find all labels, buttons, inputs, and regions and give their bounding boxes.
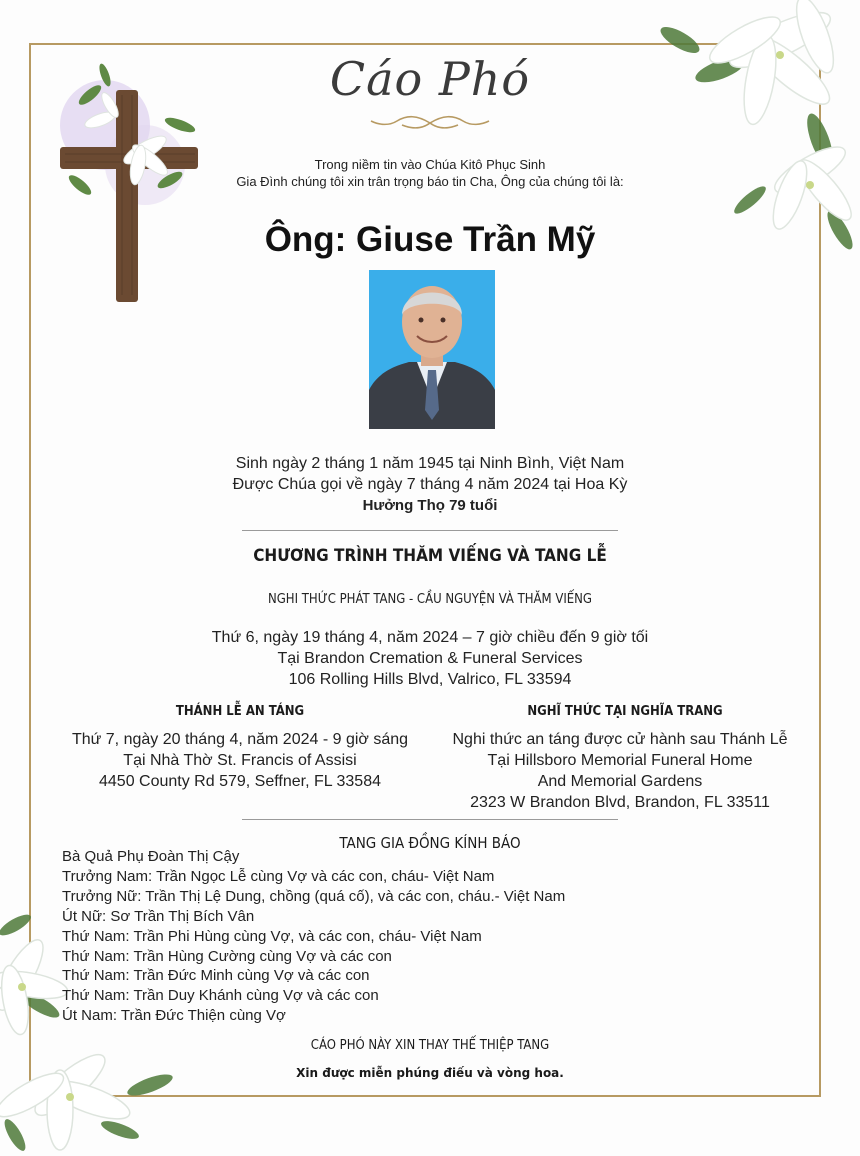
intro-line-2: Gia Đình chúng tôi xin trân trọng báo tin Cha, Ông của chúng tôi là: bbox=[236, 174, 624, 189]
cemetery-line-3: And Memorial Gardens bbox=[537, 773, 703, 790]
deceased-name: Ông: Giuse Trần Mỹ bbox=[264, 220, 596, 259]
portrait-photo bbox=[369, 270, 495, 429]
family-member: Trưởng Nam: Trần Ngọc Lễ cùng Vợ và các con, cháu- Việt Nam bbox=[62, 867, 495, 885]
closing-line-1: CÁO PHÓ NÀY XIN THAY THẾ THIỆP TANG bbox=[310, 1038, 550, 1053]
family-member: Út Nam: Trần Đức Thiện cùng Vợ bbox=[62, 1007, 286, 1025]
closing-line-2: Xin được miễn phúng điếu và vòng hoa. bbox=[296, 1066, 564, 1080]
divider bbox=[242, 819, 618, 820]
page-title: Cáo Phó bbox=[329, 52, 531, 106]
cemetery-heading: NGHĨ THỨC TẠI NGHĨA TRANG bbox=[527, 704, 723, 719]
cemetery-line-2: Tại Hillsboro Memorial Funeral Home bbox=[487, 752, 753, 769]
age-info: Hưởng Thọ 79 tuổi bbox=[362, 497, 498, 514]
divider bbox=[242, 530, 618, 531]
family-members-list bbox=[62, 847, 662, 1026]
birth-info: Sinh ngày 2 tháng 1 năm 1945 tại Ninh Bình, Việt Nam bbox=[235, 455, 625, 472]
family-member: Thứ Nam: Trần Đức Minh cùng Vợ và các con bbox=[62, 967, 370, 985]
visitation-address: 106 Rolling Hills Blvd, Valrico, FL 33594 bbox=[288, 671, 572, 688]
family-member: Út Nữ: Sơ Trần Thị Bích Vân bbox=[62, 907, 255, 925]
visitation-heading: NGHI THỨC PHÁT TANG - CẦU NGUYỆN VÀ THĂM VIẾNG bbox=[268, 592, 592, 607]
family-member: Thứ Nam: Trần Phi Hùng cùng Vợ, và các con, cháu- Việt Nam bbox=[62, 927, 482, 945]
visitation-place: Tại Brandon Cremation & Funeral Services bbox=[277, 650, 583, 667]
program-heading: CHƯƠNG TRÌNH THĂM VIẾNG VÀ TANG LỄ bbox=[253, 546, 607, 566]
intro-line-1: Trong niềm tin vào Chúa Kitô Phục Sinh bbox=[314, 157, 546, 172]
portrait-icon bbox=[369, 270, 495, 429]
family-member: Bà Quả Phụ Đoàn Thị Cậy bbox=[62, 848, 240, 865]
mass-time: Thứ 7, ngày 20 tháng 4, năm 2024 - 9 giờ sáng bbox=[71, 731, 409, 748]
cemetery-address: 2323 W Brandon Blvd, Brandon, FL 33511 bbox=[470, 794, 770, 811]
family-member: Thứ Nam: Trần Hùng Cường cùng Vợ và các con bbox=[62, 947, 392, 965]
death-info: Được Chúa gọi về ngày 7 tháng 4 năm 2024 tại Hoa Kỳ bbox=[232, 476, 628, 493]
family-heading: TANG GIA ĐỒNG KÍNH BÁO bbox=[339, 834, 521, 852]
mass-address: 4450 County Rd 579, Seffner, FL 33584 bbox=[99, 773, 381, 790]
ornament-divider-icon bbox=[367, 115, 493, 131]
family-member: Trưởng Nữ: Trần Thị Lệ Dung, chồng (quá cố), và các con, cháu.- Việt Nam bbox=[62, 887, 566, 905]
cemetery-line-1: Nghi thức an táng được cử hành sau Thánh Lễ bbox=[452, 731, 788, 748]
mass-heading: THÁNH LỄ AN TÁNG bbox=[175, 704, 305, 719]
visitation-time: Thứ 6, ngày 19 tháng 4, năm 2024 – 7 giờ chiều đến 9 giờ tối bbox=[211, 629, 649, 646]
family-member: Thứ Nam: Trần Duy Khánh cùng Vợ và các con bbox=[62, 987, 379, 1005]
mass-place: Tại Nhà Thờ St. Francis of Assisi bbox=[123, 752, 357, 769]
